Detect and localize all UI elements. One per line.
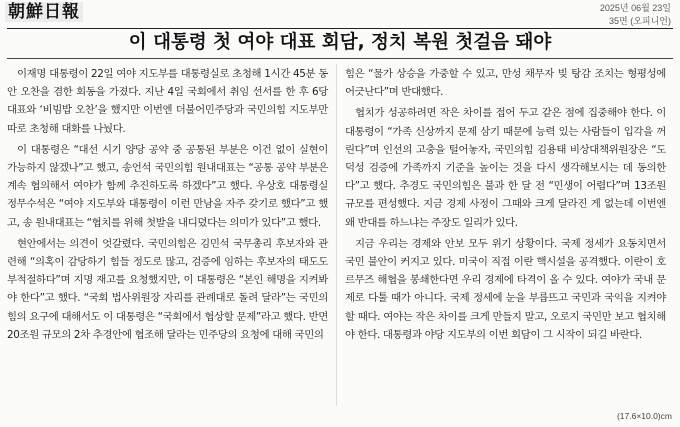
headline-top-rule (7, 28, 673, 29)
paragraph: 지금 우리는 경제와 안보 모두 위기 상황이다. 국제 정세가 요동치면서 국민 불안이 커지고 있다. 미국이 직접 이란 핵시설을 공격했다. 이란이 호르무즈 해협을 봉쇄한다면 우리 경제에 타격이 올 수 있다. 여야가 국내 문제로 다툴 때가 아니다. 국제 정세에 눈을 부릅뜨고 국민과 국익을 지켜야 할 때다. 여야는 작은 차이를 크게 만들지 말고, 오로지 국민만 보고 협치해야 한다. 대통령과 야당 지도부의 이번 회담이 그 시작이 되길 바란다. (345, 237, 666, 341)
article-size-note: (17.6×10.0)cm (616, 411, 672, 421)
page-section: 35면 (오피니언) (609, 16, 671, 26)
paragraph: 이 대통령은 “대선 시기 양당 공약 중 공통된 부분은 이건 없이 실현이 가능하지 않겠나”고 했고, 송언석 국민의힘 원내대표는 “공통 공약 부분은 계속 협의해서 여야가 함께 추진하도록 하겠다”고 했다. 우상호 대통령실 정무수석은 “여야 지도부와 대통령이 이런 만남을 자주 갖기로 했다”고 했고, 송 원내대표는 “협치를 위해 첫발을 내디뎠다는 의미가 있다”고 했다. (7, 143, 328, 229)
column-divider (336, 64, 337, 406)
paragraph: 협치가 성공하려면 작은 차이를 접어 두고 같은 점에 집중해야 한다. 이 대통령이 “가족 신상까지 문제 삼기 때문에 능력 있는 사람들이 입각을 꺼린다”며 인선의 고충을 털어놓자, 국민의힘 김용태 비상대책위원장은 “도덕성 검증에 가족까지 기준을 높이는 것을 다시 생각해보시는 데 동의한다”고 했다. 추경도 국민의힘은 불과 한 달 전 “민생이 어렵다”며 13조원 규모를 편성했다. 지금 경제 사정이 그때와 크게 달라진 게 없는데 이번엔 왜 반대를 하느냐는 주장도 일리가 있다. (345, 107, 666, 229)
headline-bottom-rule (7, 58, 673, 59)
article-headline: 이 대통령 첫 여야 대표 회담, 정치 복원 첫걸음 돼야 (128, 32, 552, 53)
paragraph: 이재명 대통령이 22일 여야 지도부를 대통령실로 초청해 1시간 45분 동안 오찬을 겸한 회동을 가졌다. 지난 4일 국회에서 취임 선서를 한 후 6당 대표와 ‘비빔밥 오찬’을 했지만 이번엔 더불어민주당과 국민의힘 지도부만 따로 초청해 대화를 나눴다. (7, 68, 328, 135)
issue-meta (600, 2, 671, 28)
publication-date: 2025년 06월 23일 (599, 3, 671, 13)
newspaper-logo: 朝鮮日報 (5, 2, 83, 22)
paragraph-continued: 힘은 “물가 상승을 가중할 수 있고, 만성 채무자 빚 탕감 조치는 형평성에 어긋난다”며 반대했다. (345, 68, 666, 99)
paragraph: 현안에서는 의견이 엇갈렸다. 국민의힘은 김민석 국무총리 후보자와 관련해 “의혹이 감당하기 힘들 정도로 많고, 검증에 임하는 후보자의 태도도 부적절하다”며 지명 재고를 요청했지만, 이 대통령은 “본인 해명을 지켜봐야 한다”고 했다. “국회 법사위원장 자리를 관례대로 돌려 달라”는 국민의힘의 요구에 대해서도 이 대통령은 “국회에서 협상할 문제”라고 했다. 반면 20조원 규모의 2차 추경안에 협조해 달라는 민주당의 요청에 대해 국민의 (7, 237, 328, 341)
article-column-left (7, 65, 328, 347)
article-column-right (345, 65, 666, 347)
